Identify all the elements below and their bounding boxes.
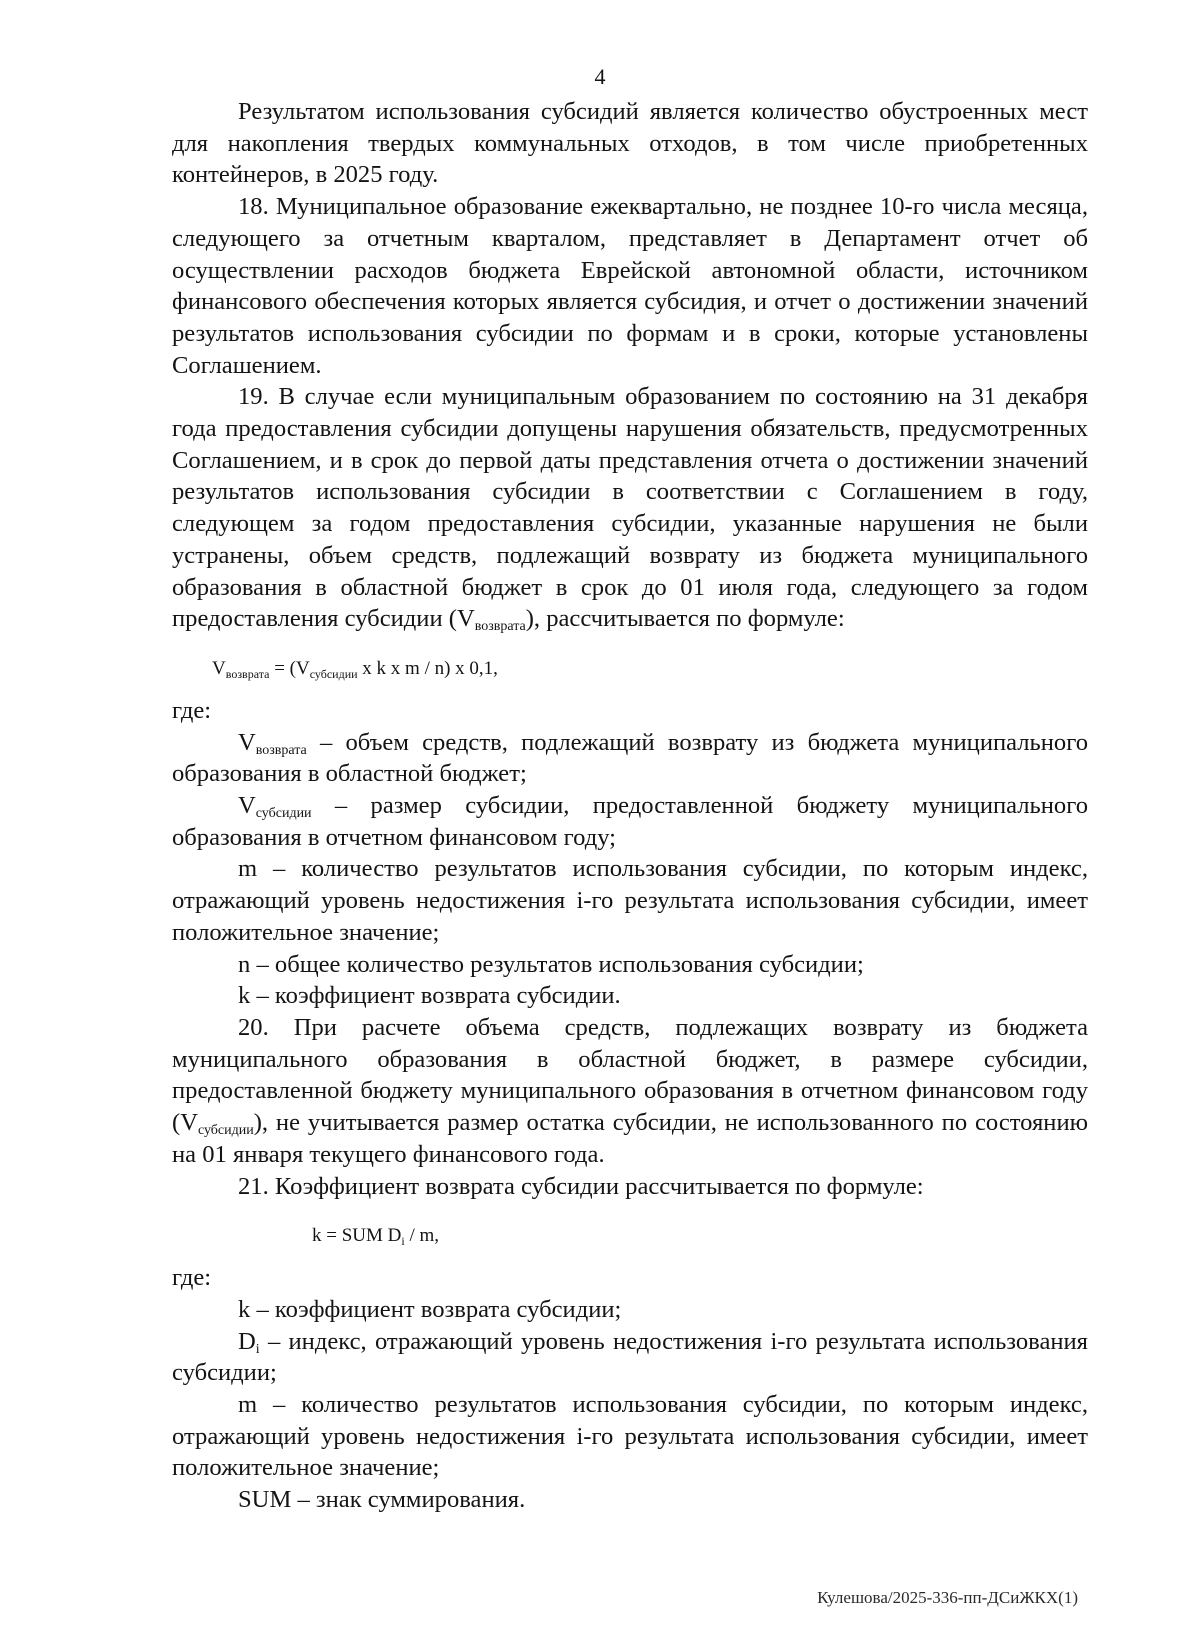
subscript: возврата bbox=[225, 666, 270, 681]
definition-symbol: D bbox=[238, 1327, 256, 1355]
subscript: возврата bbox=[474, 619, 526, 635]
definition-d bbox=[172, 1326, 1088, 1389]
document-body bbox=[172, 96, 1088, 1516]
definition-m-2: m – количество результатов использования субсидии, по которым индекс, отражающий уровень недостижения i-го результата использования субсидии, имеет положительное значение; bbox=[172, 1391, 1088, 1482]
formula-part: k = SUM D bbox=[312, 1225, 402, 1247]
paragraph-result: Результатом использования субсидий является количество обустроенных мест для накопления твердых коммунальных отходов, в том числе приобретенных контейнеров, в 2025 году. bbox=[172, 98, 1088, 189]
paragraph-20-text: 20. При расчете объема средств, подлежащих возврату из бюджета муниципального образования в областной бюджет, в размере субсидии, предоставленной бюджету муниципального образования в отчетном финансовом году (V bbox=[172, 1013, 1088, 1137]
subscript: возврата bbox=[255, 742, 307, 758]
formula-part: = (V bbox=[269, 657, 310, 679]
definition-text: – объем средств, подлежащий возврату из бюджета муниципального образования в областной бюджет; bbox=[172, 728, 1088, 788]
subscript: субсидии bbox=[197, 1123, 254, 1139]
paragraph-21: 21. Коэффициент возврата субсидии рассчитывается по формуле: bbox=[238, 1172, 924, 1200]
page-number: 4 bbox=[594, 64, 606, 89]
definition-k: k – коэффициент возврата субсидии. bbox=[238, 982, 621, 1010]
definition-n: n – общее количество результатов использования субсидии; bbox=[238, 950, 864, 978]
paragraph-20-tail: ), не учитывается размер остатка субсидии, не использованного по состоянию на 01 января текущего финансового года. bbox=[172, 1109, 1088, 1168]
document-footer-code: Кулешова/2025-336-пп-ДСиЖКХ(1) bbox=[817, 1588, 1078, 1607]
where-label: где: bbox=[172, 1264, 212, 1292]
subscript: i bbox=[401, 1234, 405, 1249]
paragraph-19 bbox=[172, 381, 1088, 635]
definition-m: m – количество результатов использования субсидии, по которым индекс, отражающий уровень недостижения i-го результата использования субсидии, имеет положительное значение; bbox=[172, 855, 1088, 946]
definition-v-refund bbox=[172, 727, 1088, 790]
definition-sum: SUM – знак суммирования. bbox=[238, 1486, 526, 1514]
definition-text: – размер субсидии, предоставленной бюджету муниципального образования в отчетном финансовом году; bbox=[172, 792, 1088, 851]
subscript: субсидии bbox=[255, 806, 312, 822]
subscript: субсидии bbox=[309, 666, 358, 681]
definition-v-subsidy bbox=[172, 790, 1088, 853]
where-label: где: bbox=[172, 696, 212, 724]
formula-symbol: V bbox=[212, 657, 226, 679]
definition-symbol: V bbox=[238, 792, 256, 820]
paragraph-19-text: 19. В случае если муниципальным образованием по состоянию на 31 декабря года предоставления субсидии допущены нарушения обязательств, предусмотренных Соглашением, и в срок до первой даты представления отчета о достижении значений результатов использования субсидии в соответствии с Соглашением в году, следующем за годом предоставления субсидии, указанные нарушения не были устранены, объем средств, подлежащий возврату из бюджета муниципального образования в областной бюджет в срок до 01 июля года, следующего за годом предоставления субсидии (V bbox=[172, 383, 1088, 633]
paragraph-18: 18. Муниципальное образование ежеквартально, не позднее 10-го числа месяца, следующего за отчетным кварталом, представляет в Департамент отчет об осуществлении расходов бюджета Еврейской автономной области, источником финансового обеспечения которых является субсидия, и отчет о достижении значений результатов использования субсидии по формам и в сроки, которые установлены Соглашением. bbox=[172, 193, 1088, 379]
formula-part: / m, bbox=[404, 1225, 440, 1247]
paragraph-19-tail: ), рассчитывается по формуле: bbox=[525, 605, 845, 633]
formula-part: x k x m / n) x 0,1, bbox=[357, 657, 498, 679]
definition-symbol: V bbox=[238, 728, 256, 756]
formula-refund bbox=[172, 635, 1088, 695]
paragraph-20 bbox=[172, 1012, 1088, 1171]
formula-coefficient bbox=[172, 1202, 1088, 1262]
definition-text: – индекс, отражающий уровень недостижения i-го результата использования субсидии; bbox=[172, 1327, 1088, 1387]
definition-k-2: k – коэффициент возврата субсидии; bbox=[238, 1295, 622, 1323]
subscript: i bbox=[255, 1341, 260, 1357]
